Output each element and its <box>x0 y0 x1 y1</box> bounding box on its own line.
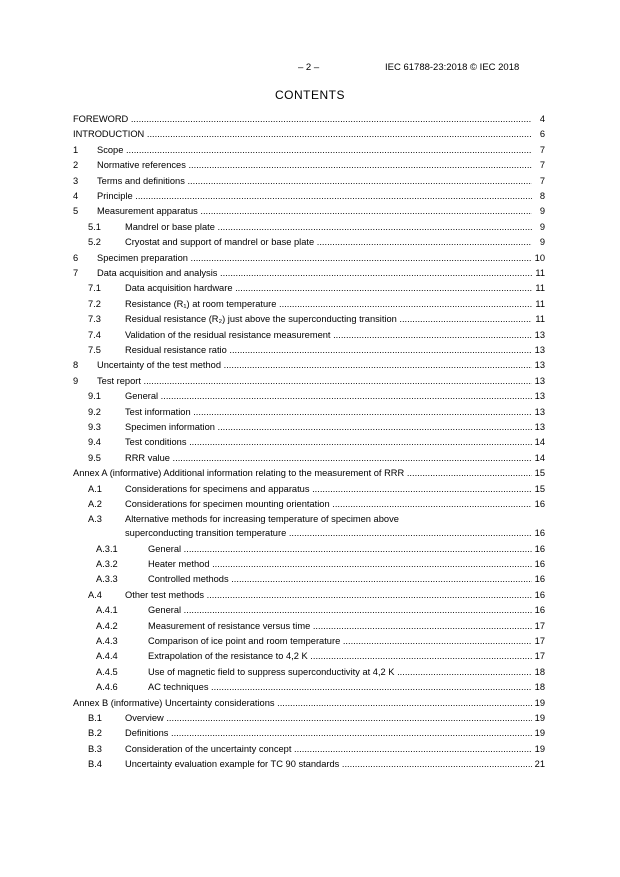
toc-entry-title: General ..... <box>148 542 532 556</box>
toc-entry[interactable] <box>73 158 545 172</box>
toc-entry[interactable] <box>73 358 545 372</box>
toc-entry-number: A.4.3 <box>96 636 118 646</box>
toc-entry-number: B.4 <box>88 759 102 770</box>
toc-entry-number: 9.1 <box>88 391 101 402</box>
toc-entry[interactable] <box>73 603 545 617</box>
toc-entry-number: A.3.2 <box>96 559 118 569</box>
toc-entry-title: Normative references ..... <box>97 158 532 172</box>
toc-entry-number: 5.2 <box>88 237 101 248</box>
toc-entry-number: 6 <box>73 252 79 263</box>
toc-entry-page: 21 <box>532 757 545 771</box>
toc-entry-title: Terms and definitions ..... <box>97 174 532 188</box>
toc-entry-page: 11 <box>532 281 545 295</box>
toc-entry-page: 16 <box>532 497 545 511</box>
toc-entry-title: Uncertainty evaluation example for TC 90 standards ..... <box>125 757 532 771</box>
toc-entry-title: Scope ..... <box>97 143 532 157</box>
toc-entry-page: 18 <box>532 665 545 679</box>
toc-entry-page: 17 <box>532 649 545 663</box>
toc-entry-page: 19 <box>532 742 545 756</box>
toc-entry[interactable] <box>73 328 545 342</box>
toc-entry-number: A.4.6 <box>96 682 118 693</box>
toc-entry-title: Considerations for specimen mounting orientation ..... <box>125 497 532 511</box>
toc-entry[interactable] <box>73 235 545 249</box>
toc-entry[interactable] <box>73 435 545 449</box>
toc-entry-page: 14 <box>532 435 545 449</box>
toc-entry-title: Test information ..... <box>125 405 532 419</box>
toc-entry-title: RRR value ..... <box>125 451 532 465</box>
toc-entry-title: Measurement apparatus ..... <box>97 204 532 218</box>
toc-entry-title: Alternative methods for increasing temperature of specimen above <box>125 514 399 525</box>
toc-entry[interactable] <box>73 665 545 679</box>
toc-entry-number: 7.4 <box>88 329 101 340</box>
toc-entry-number: B.1 <box>88 713 102 723</box>
toc-entry-page: 11 <box>532 297 545 311</box>
toc-entry-number: 5.1 <box>88 221 101 232</box>
toc-entry[interactable] <box>73 312 545 326</box>
toc-entry[interactable] <box>73 251 545 265</box>
toc-entry[interactable] <box>73 189 545 203</box>
toc-entry-number: B.3 <box>88 743 102 754</box>
toc-entry-title: Considerations for specimens and apparatus ..... <box>125 482 532 496</box>
toc-entry-title: Cryostat and support of mandrel or base plate ..... <box>125 235 532 249</box>
toc-entry-number: A.3.3 <box>96 574 118 585</box>
toc-entry[interactable] <box>73 266 545 280</box>
toc-entry-title: Consideration of the uncertainty concept ..... <box>125 742 532 756</box>
toc-entry-page: 16 <box>532 588 545 602</box>
toc-entry-title: Data acquisition and analysis ..... <box>97 266 532 280</box>
toc-entry[interactable] <box>73 405 545 419</box>
toc-entry-title: FOREWORD ..... <box>73 112 532 126</box>
toc-entry-page: 9 <box>532 204 545 218</box>
page-title: CONTENTS <box>275 88 345 102</box>
toc-entry-number: 9 <box>73 375 79 386</box>
toc-entry-page: 8 <box>532 189 545 203</box>
toc-entry-title: Principle ..... <box>97 189 532 203</box>
toc-entry[interactable] <box>73 220 545 234</box>
toc-entry[interactable] <box>73 497 545 511</box>
toc-entry[interactable] <box>73 680 545 694</box>
toc-entry-page: 16 <box>532 572 545 586</box>
toc-entry[interactable] <box>73 512 545 540</box>
toc-entry[interactable] <box>73 542 545 556</box>
toc-entry-title: Mandrel or base plate ..... <box>125 220 532 234</box>
toc-entry-number: 7 <box>73 268 79 278</box>
toc-entry-title: Test report ..... <box>97 374 532 388</box>
toc-entry-page: 13 <box>532 328 545 342</box>
toc-entry-page: 13 <box>532 374 545 388</box>
toc-entry-number: A.4.1 <box>96 605 118 616</box>
toc-entry-title: Uncertainty of the test method ..... <box>97 358 532 372</box>
toc-entry-page: 15 <box>532 466 545 480</box>
toc-entry-title: Resistance (R₁) at room temperature ..... <box>125 297 532 311</box>
toc-entry-page: 7 <box>532 143 545 157</box>
toc-entry[interactable] <box>73 112 545 126</box>
toc-entry-page: 13 <box>532 420 545 434</box>
page-number: – 2 – <box>298 62 320 73</box>
toc-entry-page: 16 <box>532 542 545 556</box>
toc-entry-number: 9.3 <box>88 422 101 432</box>
toc-entry-page: 13 <box>532 389 545 403</box>
toc-entry-number: A.4 <box>88 589 102 600</box>
toc-entry-title: Controlled methods ..... <box>148 572 532 586</box>
toc-entry[interactable] <box>73 588 545 602</box>
toc-entry-number: B.2 <box>88 728 102 739</box>
toc-entry-number: A.3.1 <box>96 543 118 554</box>
toc-entry[interactable] <box>73 757 545 771</box>
toc-entry-number: A.4.4 <box>96 651 118 662</box>
toc-entry-title: Residual resistance ratio ..... <box>125 343 532 357</box>
toc-entry[interactable] <box>73 634 545 648</box>
toc-entry-title: AC techniques ..... <box>148 680 532 694</box>
toc-entry[interactable] <box>73 742 545 756</box>
toc-entry[interactable] <box>73 143 545 157</box>
toc-entry-page: 13 <box>532 405 545 419</box>
toc-entry-number: 7.5 <box>88 345 101 355</box>
toc-entry-title: Definitions ..... <box>125 726 532 740</box>
toc-entry-page: 16 <box>532 526 545 540</box>
toc-entry-number: 9.5 <box>88 452 101 463</box>
toc-entry-page: 11 <box>532 266 545 280</box>
toc-entry-page: 9 <box>532 235 545 249</box>
toc-entry-title: Specimen information ..... <box>125 420 532 434</box>
toc-entry-title: Validation of the residual resistance measurement ..... <box>125 328 532 342</box>
toc-entry-number: 7.3 <box>88 314 101 325</box>
toc-entry-title: Heater method ..... <box>148 557 532 571</box>
toc-entry-title: Extrapolation of the resistance to 4,2 K ..... <box>148 649 532 663</box>
toc-entry-title: INTRODUCTION ..... <box>73 127 532 141</box>
toc-entry-title: Other test methods ..... <box>125 588 532 602</box>
toc-entry[interactable] <box>73 420 545 434</box>
toc-entry[interactable] <box>73 297 545 311</box>
toc-entry-page: 6 <box>532 127 545 141</box>
toc-entry-page: 11 <box>532 312 545 326</box>
toc-entry-title: Overview ..... <box>125 711 532 725</box>
toc-entry-page: 13 <box>532 358 545 372</box>
toc-entry[interactable] <box>73 466 545 480</box>
toc-entry-page: 17 <box>532 619 545 633</box>
toc-entry-page: 17 <box>532 634 545 648</box>
toc-entry[interactable] <box>73 204 545 218</box>
toc-entry-page: 19 <box>532 711 545 725</box>
toc-entry-number: 4 <box>73 191 79 201</box>
toc-entry[interactable] <box>73 374 545 388</box>
toc-entry[interactable] <box>73 127 545 141</box>
toc-entry-number: 5 <box>73 206 79 217</box>
toc-entry-title: Specimen preparation ..... <box>97 251 532 265</box>
toc-entry[interactable] <box>73 619 545 633</box>
toc-entry-page: 4 <box>532 112 545 126</box>
toc-entry-number: 3 <box>73 175 79 186</box>
toc-entry-title: Comparison of ice point and room temperature ..... <box>148 634 532 648</box>
toc-entry-title: Measurement of resistance versus time ..... <box>148 619 532 633</box>
toc-entry[interactable] <box>73 696 545 710</box>
toc-entry[interactable] <box>73 389 545 403</box>
toc-entry-number: 9.2 <box>88 406 101 417</box>
toc-entry-page: 13 <box>532 343 545 357</box>
toc-entry[interactable] <box>73 174 545 188</box>
standard-reference: IEC 61788-23:2018 © IEC 2018 <box>385 62 520 73</box>
toc-entry-number: 7.2 <box>88 298 101 309</box>
toc-entry-title: Annex A (informative) Additional information relating to the measurement of RRR ..... <box>73 466 532 480</box>
toc-entry-page: 9 <box>532 220 545 234</box>
toc-entry-title: General ..... <box>148 603 532 617</box>
toc-entry-number: A.2 <box>88 499 102 509</box>
toc-entry[interactable] <box>73 281 545 295</box>
toc-entry-title: Annex B (informative) Uncertainty considerations ..... <box>73 696 532 710</box>
toc-entry-number: A.3 <box>88 514 102 525</box>
toc-entry-title: Data acquisition hardware ..... <box>125 281 532 295</box>
toc-entry[interactable] <box>73 482 545 496</box>
toc-entry[interactable] <box>73 649 545 663</box>
toc-entry-page: 18 <box>532 680 545 694</box>
toc-entry-number: 2 <box>73 160 79 171</box>
toc-entry-page: 7 <box>532 158 545 172</box>
toc-entry-page: 16 <box>532 557 545 571</box>
toc-entry-number: 9.4 <box>88 437 101 448</box>
toc-entry-page: 19 <box>532 696 545 710</box>
toc-entry-number: A.4.2 <box>96 620 118 631</box>
toc-entry-page: 7 <box>532 174 545 188</box>
toc-entry-number: 1 <box>73 144 79 155</box>
toc-entry[interactable] <box>73 451 545 465</box>
toc-entry-number: 7.1 <box>88 283 101 294</box>
toc-entry-title: Use of magnetic field to suppress superconductivity at 4,2 K ..... <box>148 665 532 679</box>
toc-entry-title: General ..... <box>125 389 532 403</box>
toc-entry-title-continuation: superconducting transition temperature ..... <box>125 526 532 540</box>
toc-entry[interactable] <box>73 557 545 571</box>
toc-entry-page: 14 <box>532 451 545 465</box>
toc-entry[interactable] <box>73 343 545 357</box>
toc-entry[interactable] <box>73 572 545 586</box>
toc-entry-number: 8 <box>73 360 79 371</box>
toc-entry[interactable] <box>73 711 545 725</box>
toc-entry-page: 10 <box>532 251 545 265</box>
toc-entry-title: Residual resistance (R₂) just above the superconducting transition ..... <box>125 312 532 326</box>
toc-entry-number: A.4.5 <box>96 666 118 677</box>
toc-entry-title: Test conditions ..... <box>125 435 532 449</box>
toc-entry-number: A.1 <box>88 483 102 494</box>
toc-entry-page: 19 <box>532 726 545 740</box>
toc-entry[interactable] <box>73 726 545 740</box>
toc-entry-page: 15 <box>532 482 545 496</box>
toc-entry-page: 16 <box>532 603 545 617</box>
